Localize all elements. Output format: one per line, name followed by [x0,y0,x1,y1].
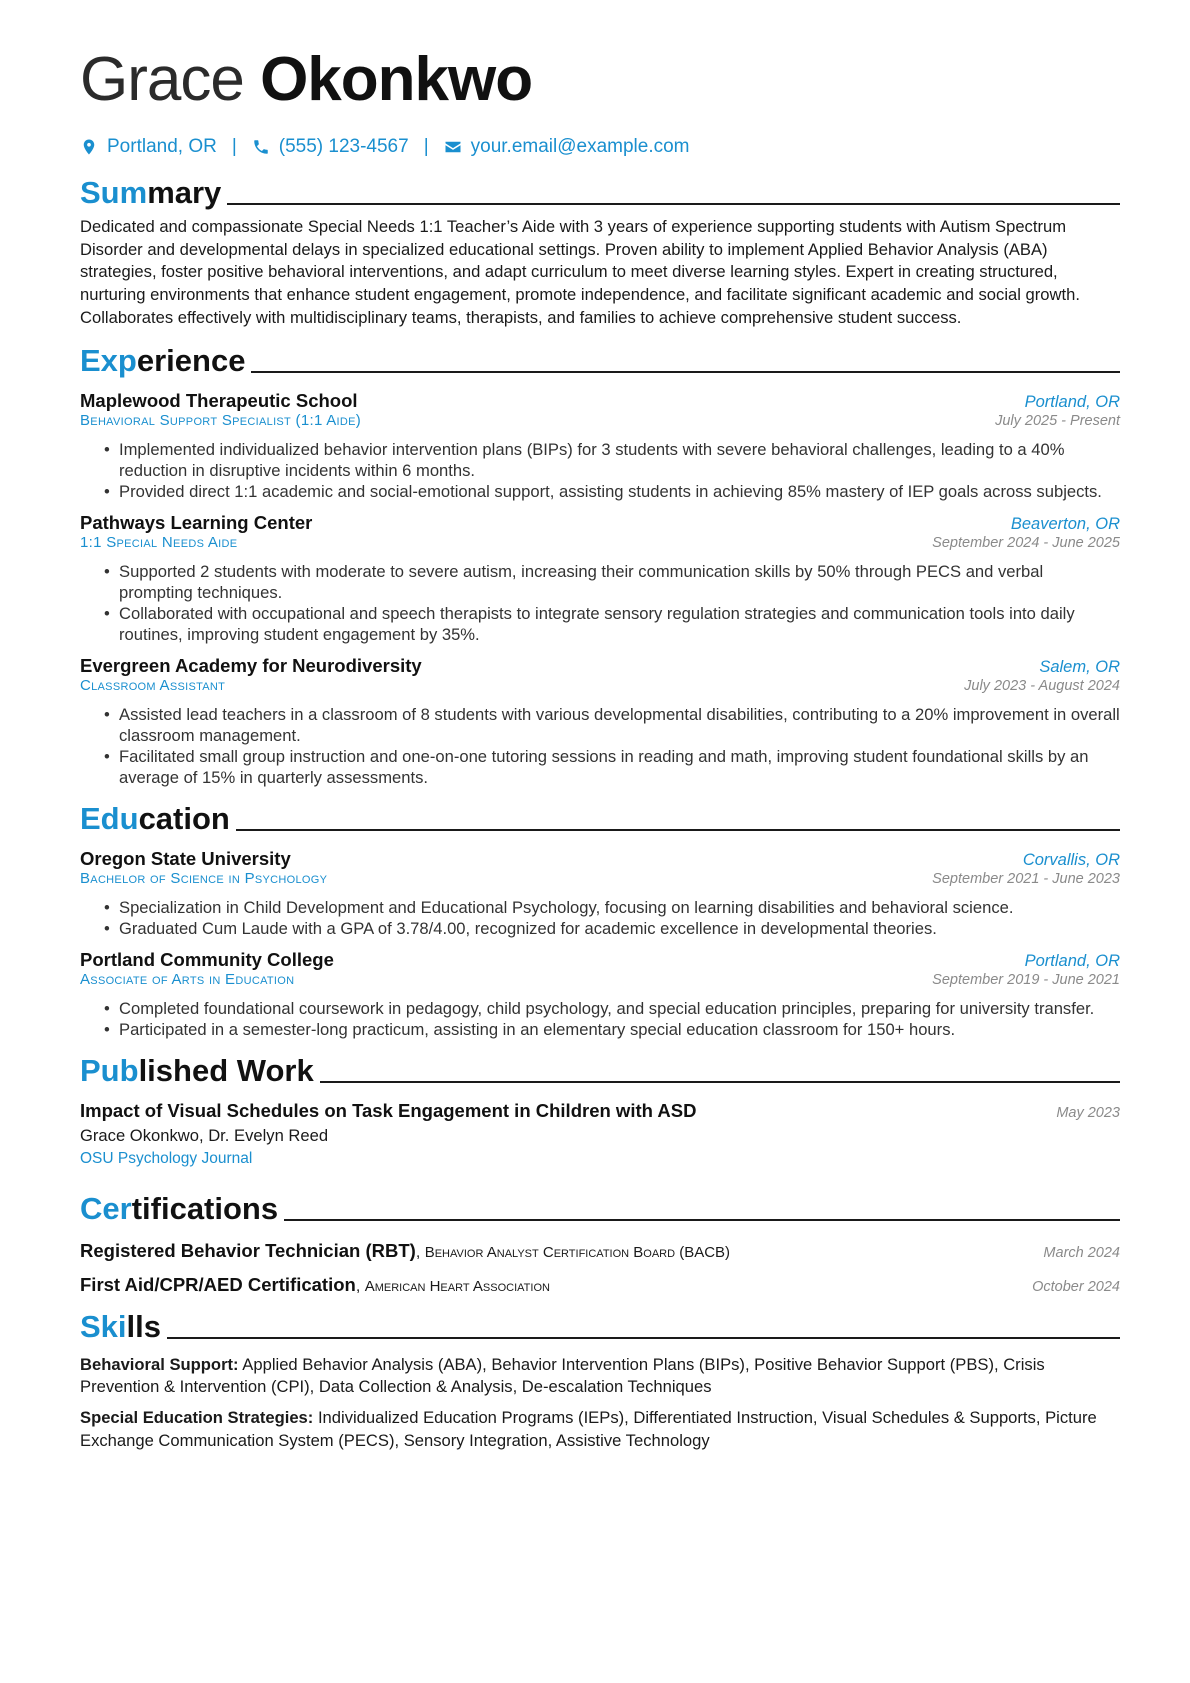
section-rule [251,371,1120,373]
bullet-list [80,704,1120,788]
section-title-rest: lls [126,1308,161,1344]
bullet-list [80,561,1120,645]
location-text: Portland, OR [107,136,217,157]
section-rule [227,203,1120,205]
published-heading [80,1048,1120,1090]
contact-location [80,136,217,158]
degree-title: Associate of Arts in Education [80,970,295,988]
experience-entry [80,512,1120,645]
education-heading [80,796,1120,838]
employer-name: Pathways Learning Center [80,511,313,533]
envelope-icon [444,138,462,156]
summary-heading [80,170,1120,212]
section-title-rest: cation [138,800,230,836]
contact-email[interactable] [444,136,690,158]
bullet-item: • Completed foundational coursework in pedagogy, child psychology, and special education principles, preparing for university transfer. [104,998,1120,1019]
entry-location: Corvallis, OR [1022,850,1120,869]
candidate-name [80,0,1120,120]
skill-category: Special Education Strategies: [80,1407,314,1427]
entry-date: September 2019 - June 2021 [932,971,1120,988]
section-title [80,174,221,212]
section-rule [284,1219,1120,1221]
entry-date: July 2023 - August 2024 [964,677,1120,694]
map-pin-icon [80,138,98,156]
certifications-heading [80,1186,1120,1228]
degree-title: Bachelor of Science in Psychology [80,869,328,887]
first-name: Grace [80,45,244,114]
bullet-item: • Implemented individualized behavior intervention plans (BIPs) for 3 students with severe behavioral challenges, leading to a 40% reduction in disruptive incidents within 6 months. [104,439,1120,481]
section-title-rest: erience [136,342,246,378]
certification-entry [80,1274,1120,1296]
contact-phone[interactable] [252,136,409,158]
employer-name: Evergreen Academy for Neurodiversity [80,654,422,676]
section-title-highlight: Edu [80,800,139,836]
certification-comma: , [355,1277,365,1295]
bullet-item: • Facilitated small group instruction and one-on-one tutoring sessions in reading and math, improving student foundational skills by an average of 15% in quarterly assessments. [104,746,1120,788]
entry-location: Portland, OR [1024,392,1120,411]
entry-date: May 2023 [1056,1104,1120,1121]
section-title-highlight: Ski [80,1308,127,1344]
last-name: Okonkwo [260,45,533,114]
section-title [80,1052,314,1090]
skill-items: Applied Behavior Analysis (ABA), Behavior Intervention Plans (BIPs), Positive Behavior Support (PBS), Crisis Prevention & Intervention (CPI), Data Collection & Analysis, De-escalation Techniques [80,1354,1045,1397]
phone-icon [252,138,270,156]
employer-name: Maplewood Therapeutic School [80,389,358,411]
entry-location: Portland, OR [1024,951,1120,970]
section-title-rest: tifications [131,1190,279,1226]
publication-authors: Grace Okonkwo, Dr. Evelyn Reed [80,1125,329,1145]
bullet-item: • Assisted lead teachers in a classroom of 8 students with various developmental disabilities, contributing to a 20% improvement in overall classroom management. [104,704,1120,746]
job-title: Behavioral Support Specialist (1:1 Aide) [80,411,362,429]
bullet-list [80,897,1120,939]
phone-text: (555) 123-4567 [278,136,409,157]
entry-date: October 2024 [1032,1278,1120,1295]
skill-group [80,1407,1120,1452]
bullet-item: • Participated in a semester-long practicum, assisting in an elementary special education classroom for 150+ hours. [104,1019,1120,1040]
education-entry [80,949,1120,1040]
summary-text: Dedicated and compassionate Special Needs 1:1 Teacher’s Aide with 3 years of experience supporting students with Autism Spectrum Disorder and developmental delays in specialized educational settings. Proven ability to implement Applied Behavior Analysis (ABA) strategies, foster positive behavioral interventions, and adapt curriculum to meet diverse learning styles. Expert in creating structured, nurturing environments that enhance student engagement, promote independence, and facilitate significant academic and social growth. Collaborates effectively with multidisciplinary teams, therapists, and families to achieve comprehensive student success. [80,217,1080,327]
experience-entry [80,655,1120,788]
skills-heading [80,1304,1120,1346]
section-title [80,800,230,838]
email-link[interactable]: your.email@example.com [470,136,690,157]
certification-comma: , [415,1243,425,1261]
section-title [80,1308,161,1346]
entry-date: September 2024 - June 2025 [932,534,1120,551]
entry-date: September 2021 - June 2023 [932,870,1120,887]
bullet-item: • Specialization in Child Development and Educational Psychology, focusing on learning disabilities and behavioral science. [104,897,1120,918]
skill-items: Individualized Education Programs (IEPs), Differentiated Instruction, Visual Schedules & Supports, Picture Exchange Communication System (PECS), Sensory Integration, Assistive Technology [80,1407,1097,1450]
section-title-highlight: Cer [80,1190,132,1226]
section-rule [167,1337,1120,1339]
section-title-rest: lished Work [138,1052,314,1088]
job-title: 1:1 Special Needs Aide [80,533,238,551]
bullet-item: • Supported 2 students with moderate to severe autism, increasing their communication skills by 50% through PECS and verbal prompting techniques. [104,561,1120,603]
section-rule [236,829,1120,831]
certification-issuer: Behavior Analyst Certification Board (BACB) [424,1243,731,1261]
bullet-item: • Graduated Cum Laude with a GPA of 3.78/4.00, recognized for academic excellence in developmental theories. [104,918,1120,939]
section-title [80,1190,278,1228]
school-name: Portland Community College [80,948,334,970]
section-title-highlight: Pub [80,1052,139,1088]
skill-group [80,1354,1120,1399]
section-title [80,342,245,380]
experience-heading [80,338,1120,380]
certification-name: Registered Behavior Technician (RBT) [80,1239,416,1261]
entry-location: Salem, OR [1039,657,1120,676]
section-title-highlight: Exp [80,342,137,378]
entry-location: Beaverton, OR [1010,514,1120,533]
bullet-item: • Provided direct 1:1 academic and social-emotional support, assisting students in achieving 85% mastery of IEP goals across subjects. [104,481,1120,502]
experience-entry [80,390,1120,502]
bullet-item: • Collaborated with occupational and speech therapists to integrate sensory regulation strategies and communication tools into daily routines, improving student engagement by 35%. [104,603,1120,645]
section-rule [320,1081,1120,1083]
entry-date: July 2025 - Present [995,412,1120,429]
section-title-rest: mary [147,175,222,210]
publication-title: Impact of Visual Schedules on Task Engagement in Children with ASD [80,1099,697,1121]
certification-name: First Aid/CPR/AED Certification [80,1273,356,1295]
certification-entry [80,1240,1120,1262]
publication-venue: OSU Psychology Journal [80,1149,253,1167]
entry-date: March 2024 [1043,1244,1120,1261]
bullet-list [80,998,1120,1040]
contact-separator: | [423,136,429,157]
education-entry [80,848,1120,939]
bullet-list [80,439,1120,502]
school-name: Oregon State University [80,847,291,869]
skill-category: Behavioral Support: [80,1354,239,1374]
contact-bar [80,132,1120,162]
contact-separator: | [231,136,237,157]
publication-entry [80,1100,1120,1168]
job-title: Classroom Assistant [80,676,226,694]
certification-issuer: American Heart Association [364,1277,550,1295]
section-title-highlight: Sum [80,175,148,210]
